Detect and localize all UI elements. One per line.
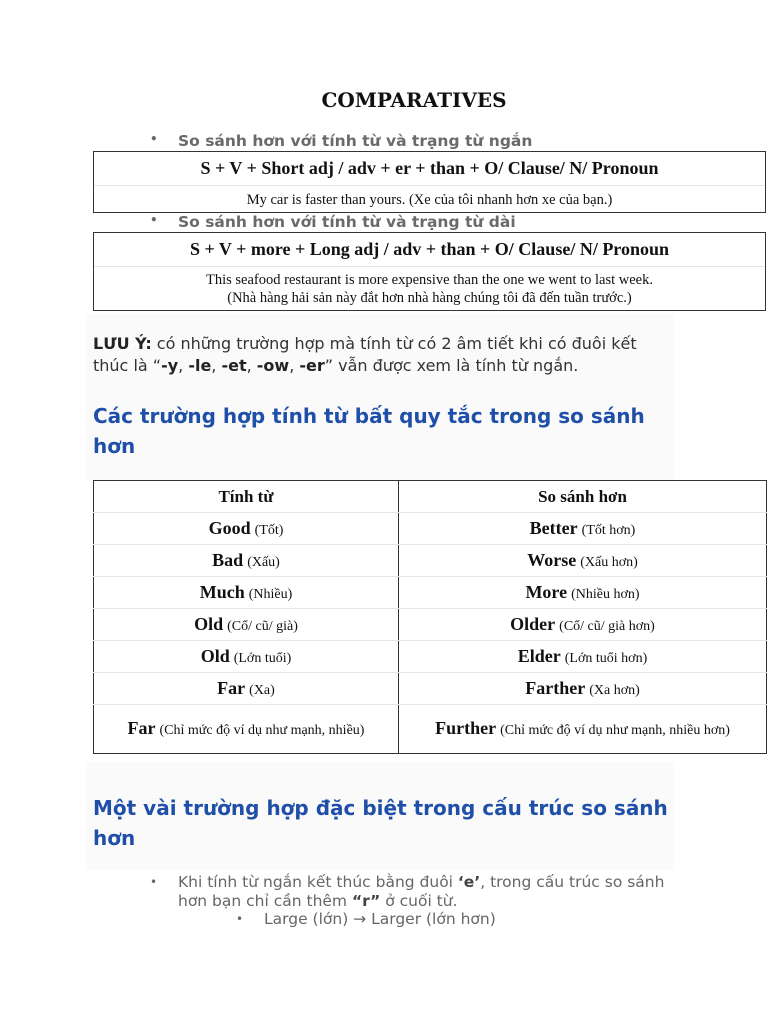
special-heading: Một vài trường hợp đặc biệt trong cấu trúc so sánh hơn [93, 796, 668, 850]
comparative-cell: Further (Chỉ mức độ ví dụ như mạnh, nhiều hơn) [435, 717, 730, 738]
table-row [94, 641, 767, 673]
bullet-dot: • [150, 132, 158, 146]
special-bullet-1-text: Khi tính từ ngắn kết thúc bằng đuôi ‘e’, trong cấu trúc so sánh hơn bạn chỉ cần thêm “r” ở cuối từ. [178, 873, 665, 910]
long-formula: S + V + more + Long adj / adv + than + O/ Clause/ N/ Pronoun [94, 233, 765, 267]
bullet-dot: • [150, 213, 158, 227]
page-title: COMPARATIVES [321, 88, 507, 112]
adjective-cell: Bad (Xấu) [94, 545, 399, 577]
table-row [94, 609, 767, 641]
bullet-dot: • [150, 875, 158, 889]
adjective-cell: Good (Tốt) [94, 513, 399, 545]
short-formula-box [93, 151, 766, 213]
short-formula: S + V + Short adj / adv + er + than + O/ Clause/ N/ Pronoun [94, 152, 765, 186]
adjective-cell: Much (Nhiều) [94, 577, 399, 609]
adjective-cell: Old (Cổ/ cũ/ già) [94, 609, 399, 641]
bullet-dot: • [236, 912, 244, 926]
comparative-cell: Better (Tốt hơn) [399, 513, 767, 545]
adjective-cell: Far (Xa) [94, 673, 399, 705]
long-example-line-1: This seafood restaurant is more expensive than the one we went to last week. [206, 272, 653, 288]
comparative-cell: Farther (Xa hơn) [399, 673, 767, 705]
adjective-cell: Far (Chỉ mức độ ví dụ như mạnh, nhiều) [94, 705, 399, 754]
bullet-long-adj-text: So sánh hơn với tính từ và trạng từ dài [178, 213, 516, 231]
adjective-cell: Old (Lớn tuổi) [94, 641, 399, 673]
irregular-table [93, 480, 767, 754]
note-paragraph: LƯU Ý: có những trường hợp mà tính từ có 2 âm tiết khi có đuôi kết thúc là “-y, -le, -et, -ow, -er” vẫn được xem là tính từ ngắn. [93, 334, 637, 375]
col-header-comparative: So sánh hơn [399, 481, 767, 513]
table-row [94, 513, 767, 545]
table-header-row [94, 481, 767, 513]
comparative-cell: Elder (Lớn tuổi hơn) [399, 641, 767, 673]
long-example [94, 267, 765, 307]
irregular-heading: Các trường hợp tính từ bất quy tắc trong so sánh hơn [93, 404, 645, 458]
table-row [94, 673, 767, 705]
table-row [94, 577, 767, 609]
note-label: LƯU Ý: [93, 334, 152, 353]
table-row [94, 545, 767, 577]
col-header-adjective: Tính từ [94, 481, 399, 513]
bullet-short-adj-text: So sánh hơn với tính từ và trạng từ ngắn [178, 132, 533, 150]
table-row [94, 705, 767, 754]
special-sub-bullet-1-text: Large (lớn) → Larger (lớn hơn) [264, 910, 496, 928]
long-example-line-2: (Nhà hàng hải sản này đắt hơn nhà hàng chúng tôi đã đến tuần trước.) [227, 290, 632, 306]
comparative-cell: Worse (Xấu hơn) [399, 545, 767, 577]
comparative-cell: Older (Cổ/ cũ/ già hơn) [399, 609, 767, 641]
long-formula-box [93, 232, 766, 311]
short-example: My car is faster than yours. (Xe của tôi nhanh hơn xe của bạn.) [246, 192, 613, 208]
comparative-cell: More (Nhiều hơn) [399, 577, 767, 609]
